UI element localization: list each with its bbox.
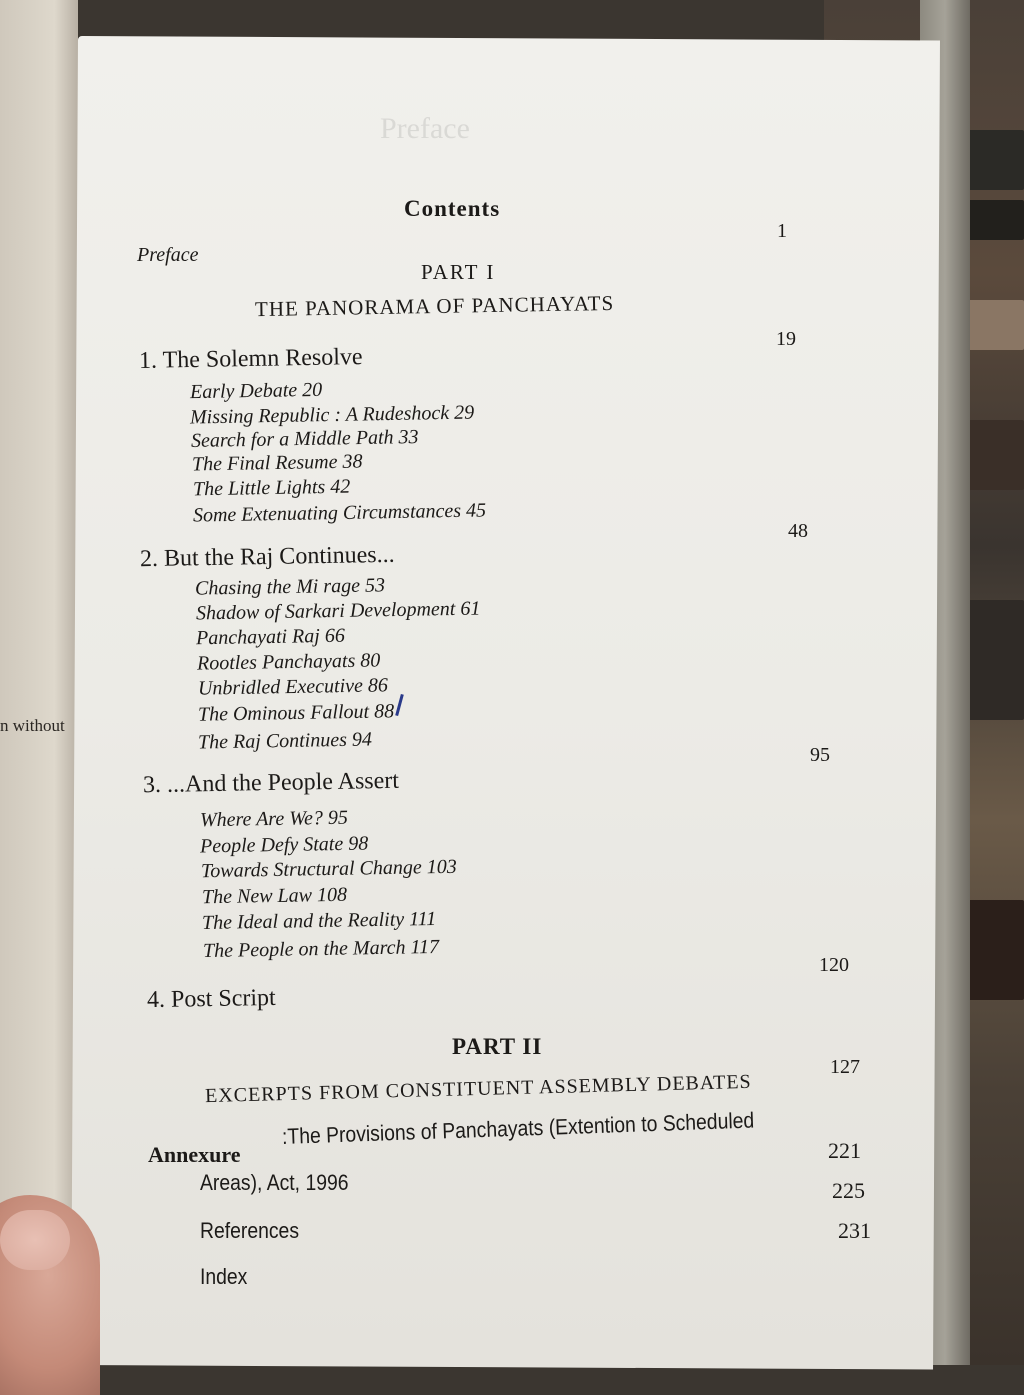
references-label: References: [200, 1218, 300, 1243]
section-entry: The Little Lights 42: [192, 475, 351, 501]
part1-title: THE PANORAMA OF PANCHAYATS: [254, 290, 615, 322]
section-entry: Chasing the Mi rage 53: [194, 574, 386, 600]
section-entry: People Defy State 98: [199, 832, 369, 858]
section-entry: Search for a Middle Path 33: [190, 426, 419, 452]
index-page: 231: [838, 1218, 871, 1243]
section-entry: The New Law 108: [201, 883, 348, 909]
annexure-page: 221: [828, 1138, 861, 1163]
part2-label: PART II: [452, 1034, 543, 1059]
section-entry: Shadow of Sarkari Development 61: [195, 597, 481, 625]
section-entry: Rootles Panchayats 80: [196, 649, 381, 675]
section-entry: The Raj Continues 94: [197, 728, 373, 754]
contents-heading: Contents: [404, 196, 501, 221]
section-entry: Early Debate 20: [189, 378, 323, 404]
part1-label: PART I: [421, 260, 496, 284]
chapter-title: 4. Post Script: [146, 984, 276, 1014]
section-entry: Missing Republic : A Rudeshock 29: [189, 401, 475, 429]
chapter-title: 2. But the Raj Continues...: [139, 541, 395, 573]
annexure-title-line2: Areas), Act, 1996: [200, 1170, 349, 1195]
section-entry: Unbridled Executive 86: [197, 674, 389, 700]
chapter-page: 48: [788, 520, 808, 542]
section-entry: The People on the March 117: [202, 935, 440, 963]
section-entry: The Final Resume 38: [191, 450, 363, 476]
left-page-fragment: n without: [0, 716, 65, 735]
show-through-text: Preface: [380, 112, 470, 145]
annexure-label: Annexure: [148, 1142, 241, 1167]
part2-title: EXCERPTS FROM CONSTITUENT ASSEMBLY DEBATES: [204, 1070, 752, 1108]
section-entry: Some Extenuating Circumstances 45: [192, 499, 487, 527]
references-page: 225: [832, 1178, 865, 1203]
left-page: [0, 0, 78, 1365]
index-label: Index: [200, 1264, 248, 1289]
chapter-page: 95: [810, 744, 830, 766]
chapter-title: 1. The Solemn Resolve: [138, 344, 363, 374]
chapter-page: 19: [776, 328, 796, 350]
section-entry: The Ideal and the Reality 111: [201, 907, 437, 935]
section-entry: The Ominous Fallout 88: [197, 700, 395, 726]
preface-page: 1: [777, 220, 787, 242]
chapter-title: 3. ...And the People Assert: [142, 767, 400, 799]
preface-label: Preface: [137, 244, 199, 266]
thumbnail-nail: [0, 1210, 70, 1270]
chapter-page: 120: [819, 954, 849, 976]
section-entry: Where Are We? 95: [199, 806, 349, 832]
section-entry: Towards Structural Change 103: [200, 855, 457, 883]
annexure-title-line1: :The Provisions of Panchayats (Extention to Scheduled: [281, 1107, 755, 1149]
section-entry: Panchayati Raj 66: [195, 624, 346, 650]
part2-page: 127: [830, 1056, 860, 1078]
